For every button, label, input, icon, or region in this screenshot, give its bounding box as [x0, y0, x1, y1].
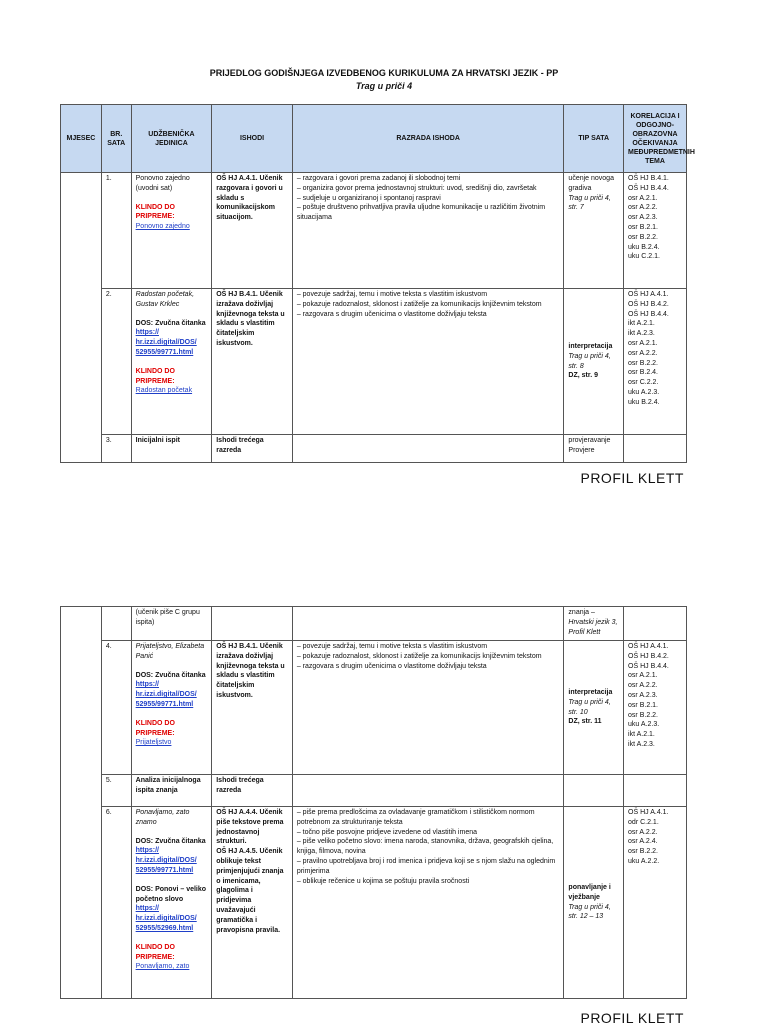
- detail-item: – razgovara s drugim učenicima o vlastitome doživljaju teksta: [296, 310, 487, 318]
- month-cell: [61, 607, 102, 999]
- header-correlation: KORELACIJA I ODGOJNO-OBRAZOVNA OČEKIVANJA MEĐUPREDMETNIH TEMA: [624, 105, 687, 173]
- detail-item: – pravilno upotrebljava broj i rod imenica i pridjeva koji se s njom slažu na oglednim primjerima: [296, 857, 556, 875]
- correlation: OŠ HJ A.4.1. OŠ HJ B.4.2. OŠ HJ B.4.4. osr A.2.1. osr A.2.2. osr A.2.3. osr B.2.1. osr B.2.2. uku A.2.3. ikt A.2.1. ikt A.2.3.: [624, 641, 687, 775]
- header-lesson-number: BR. SATA: [101, 105, 131, 173]
- correlation: OŠ HJ A.4.1. OŠ HJ B.4.2. OŠ HJ B.4.4. ikt A.2.1. ikt A.2.3. osr A.2.1. osr A.2.2. osr B.2.2. osr B.2.4. osr C.2.2. uku A.2.3. uku B.2.4.: [624, 289, 687, 435]
- klindo-label: KLINDO DO PRIPREME:: [135, 203, 175, 221]
- dos-link[interactable]: https:// hr.izzi.digital/DOS/ 52955/99771.html: [135, 681, 197, 708]
- curriculum-table-page-1: [60, 104, 695, 463]
- klindo-link[interactable]: Ponovno zajedno: [135, 223, 190, 231]
- lesson-number: 6.: [101, 807, 131, 999]
- detail-item: – pokazuje radoznalost, sklonost i zatiželje za komunikacijs književnim tekstom: [296, 652, 542, 660]
- klindo-link[interactable]: Prijateljstvo: [135, 739, 172, 747]
- header-outcomes: ISHODI: [212, 105, 293, 173]
- textbook-unit: [131, 641, 212, 775]
- lesson-number: [101, 607, 131, 641]
- detail-item: – razgovara s drugim učenicima o vlastitome doživljaju teksta: [296, 662, 487, 670]
- klindo-label: KLINDO DO PRIPREME:: [135, 943, 175, 961]
- detail-item: – piše veliko početno slovo: imena naroda, stanovnika, država, geografskih cjelina, knjiga, filmova, novina: [296, 838, 554, 856]
- publisher-brand: PROFIL KLETT: [580, 470, 684, 486]
- lesson-number: 2.: [101, 289, 131, 435]
- dos-label: DOS: Zvučna čitanka: [135, 319, 206, 327]
- correlation: OŠ HJ A.4.1. odr C.2.1. osr A.2.2. osr A.2.4. osr B.2.2. uku A.2.2.: [624, 807, 687, 999]
- klindo-link[interactable]: Radostan početak: [135, 387, 193, 395]
- lesson-number: 5.: [101, 775, 131, 807]
- table-row: [61, 607, 687, 641]
- outcome-details: [292, 607, 564, 641]
- correlation: OŠ HJ B.4.1. OŠ HJ B.4.4. osr A.2.1. osr A.2.2. osr A.2.3. osr B.2.1. osr B.2.2. uku B.2.4. uku C.2.1.: [624, 173, 687, 289]
- dos-link[interactable]: https:// hr.izzi.digital/DOS/ 52955/99771.html: [135, 329, 197, 356]
- detail-item: – poštuje društveno prihvatljiva pravila uljudne komunikacije u različitim životnim situacijama: [296, 204, 546, 222]
- document-title: PRIJEDLOG GODIŠNJEGA IZVEDBENOG KURIKULUMA ZA HRVATSKI JEZIK - PP: [209, 68, 559, 78]
- lesson-number: 3.: [101, 435, 131, 463]
- lesson-type: [564, 775, 624, 807]
- document-subtitle: Trag u priči 4: [355, 81, 413, 91]
- detail-item: – razgovara i govori prema zadanoj ili slobodnoj temi: [296, 175, 461, 182]
- outcome-details: [292, 775, 564, 807]
- dos2-label: DOS: Ponovi – veliko početno slovo: [135, 885, 207, 903]
- detail-item: – povezuje sadržaj, temu i motive teksta s vlastitim iskustvom: [296, 291, 488, 298]
- table-row: [61, 435, 687, 463]
- lesson-type: interpretacija Trag u priči 4, str. 8 DZ, str. 9: [564, 289, 624, 435]
- lesson-type: znanja – Hrvatski jezik 3, Profil Klett: [564, 607, 624, 641]
- header-month: MJESEC: [61, 105, 102, 173]
- outcome: Ishodi trećega razreda: [212, 775, 293, 807]
- detail-item: – pokazuje radoznalost, sklonost i zatiželje za komunikacijs književnim tekstom: [296, 300, 542, 308]
- dos-label: DOS: Zvučna čitanka: [135, 671, 206, 679]
- detail-item: – točno piše posvojne pridjeve izvedene od vlastitih imena: [296, 828, 477, 836]
- textbook-unit: [131, 807, 212, 999]
- detail-item: – sudjeluje u organiziranoj i spontanoj raspravi: [296, 194, 441, 202]
- outcome: Ishodi trećega razreda: [212, 435, 293, 463]
- outcome: OŠ HJ B.4.1. Učenik izražava doživljaj književnoga teksta u skladu s vlastitim čitateljskim iskustvom.: [212, 641, 293, 775]
- detail-item: – piše prema predlošcima za ovladavanje gramatičkom i stilističkom normom potrebnom za strukturiranje teksta: [296, 809, 535, 826]
- correlation: [624, 435, 687, 463]
- outcome: OŠ HJ B.4.1. Učenik izražava doživljaj književnoga teksta u skladu s vlastitim čitateljskim iskustvom.: [212, 289, 293, 435]
- unit-title: Ponovno zajedno (uvodni sat): [135, 175, 190, 192]
- outcome-details: [292, 173, 564, 289]
- textbook-unit: [131, 289, 212, 435]
- lesson-number: 4.: [101, 641, 131, 775]
- outcome: OŠ HJ A.4.4. Učenik piše tekstove prema jednostavnoj strukturi. OŠ HJ A.4.5. Učenik oblikuje tekst primjenjujući znanja o imenicama, glagolima i pridjevima uvažavajući gramatička i pravopisna pravila.: [212, 807, 293, 999]
- klindo-label: KLINDO DO PRIPREME:: [135, 719, 175, 737]
- outcome-details: [292, 641, 564, 775]
- table-row: [61, 173, 687, 289]
- header-textbook-unit: UDŽBENIČKA JEDINICA: [131, 105, 212, 173]
- detail-item: – oblikuje rečenice u kojima se poštuju pravila sročnosti: [296, 877, 470, 885]
- unit-title: Ponavljamo, zato znamo: [135, 809, 190, 826]
- dos-link[interactable]: https:// hr.izzi.digital/DOS/ 52955/99771.html: [135, 847, 197, 874]
- table-row: [61, 775, 687, 807]
- table-header-row: [61, 105, 687, 173]
- publisher-brand: PROFIL KLETT: [580, 1010, 684, 1026]
- dos-label: DOS: Zvučna čitanka: [135, 837, 206, 845]
- klindo-link[interactable]: Ponavljamo, zato: [135, 963, 190, 971]
- month-cell: [61, 173, 102, 463]
- lesson-type: učenje novoga gradiva Trag u priči 4, str. 7: [564, 173, 624, 289]
- textbook-unit: Inicijalni ispit: [131, 435, 212, 463]
- lesson-number: 1.: [101, 173, 131, 289]
- header-lesson-type: TIP SATA: [564, 105, 624, 173]
- klindo-label: KLINDO DO PRIPREME:: [135, 367, 175, 385]
- correlation: [624, 607, 687, 641]
- unit-title: Prijateljstvo, Elizabeta Panić: [135, 643, 205, 660]
- table-row: [61, 641, 687, 775]
- textbook-unit: (učenik piše C grupu ispita): [131, 607, 212, 641]
- outcome-details: [292, 289, 564, 435]
- textbook-unit: Analiza inicijalnoga ispita znanja: [131, 775, 212, 807]
- header-outcome-details: RAZRADA ISHODA: [292, 105, 564, 173]
- outcome: OŠ HJ A.4.1. Učenik razgovara i govori u skladu s komunikacijskom situacijom.: [212, 173, 293, 289]
- lesson-type: provjeravanje Provjere: [564, 435, 624, 463]
- curriculum-table-page-2: [60, 606, 687, 999]
- dos2-link[interactable]: https:// hr.izzi.digital/DOS/ 52955/52969.html: [135, 905, 197, 932]
- correlation: [624, 775, 687, 807]
- detail-item: – organizira govor prema jednostavnoj strukturi: uvod, središnji dio, završetak: [296, 184, 537, 192]
- unit-title: Radostan početak, Gustav Krklec: [135, 291, 195, 308]
- table-row: [61, 807, 687, 999]
- textbook-unit: [131, 173, 212, 289]
- outcome: [212, 607, 293, 641]
- outcome-details: [292, 807, 564, 999]
- table-row: [61, 289, 687, 435]
- lesson-type: ponavljanje i vježbanje Trag u priči 4, str. 12 – 13: [564, 807, 624, 999]
- outcome-details: [292, 435, 564, 463]
- lesson-type: interpretacija Trag u priči 4, str. 10 DZ, str. 11: [564, 641, 624, 775]
- detail-item: – povezuje sadržaj, temu i motive teksta s vlastitim iskustvom: [296, 643, 488, 650]
